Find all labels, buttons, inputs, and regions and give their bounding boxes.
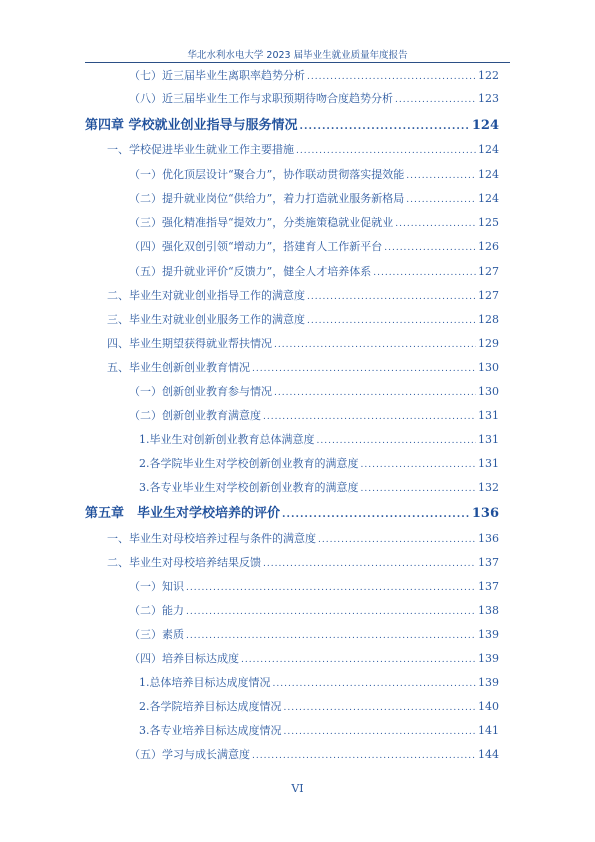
toc-entry-label: （二）能力 [129, 604, 184, 617]
toc-entry-page: 124 [478, 192, 499, 205]
toc-entry[interactable] [129, 746, 499, 762]
toc-entry-page: 136 [478, 532, 499, 545]
toc-entry[interactable] [129, 90, 499, 106]
toc-entry-label: （三）素质 [129, 628, 184, 641]
toc-entry[interactable] [107, 141, 499, 157]
toc-entry-label: （五）学习与成长满意度 [129, 748, 250, 761]
toc-leader-dots [318, 535, 476, 545]
toc-leader-dots [307, 72, 476, 82]
toc-entry-label: （二）创新创业教育满意度 [129, 409, 261, 422]
toc-entry-page: 140 [478, 700, 499, 713]
page-header: 华北水利水电大学 2023 届毕业生就业质量年度报告 [187, 50, 408, 61]
toc-entry-label: 一、学校促进毕业生就业工作主要措施 [107, 143, 294, 156]
toc-leader-dots [361, 484, 477, 494]
toc-entry-page: 122 [478, 69, 499, 82]
toc-leader-dots [186, 631, 476, 641]
toc-leader-dots [263, 559, 476, 569]
toc-entry[interactable] [107, 311, 499, 327]
toc-entry[interactable] [139, 479, 499, 495]
toc-entry-page: 130 [478, 385, 499, 398]
header-divider [85, 62, 510, 63]
toc-entry-page: 131 [478, 457, 499, 470]
toc-entry-page: 144 [478, 748, 499, 761]
toc-entry[interactable] [129, 263, 499, 279]
toc-entry[interactable] [129, 578, 499, 594]
toc-entry-page: 126 [478, 240, 499, 253]
toc-entry-page: 130 [478, 361, 499, 374]
toc-leader-dots [317, 436, 477, 446]
toc-entry[interactable] [139, 431, 499, 447]
toc-entry-label: 1.毕业生对创新创业教育总体满意度 [139, 433, 315, 446]
toc-entry-label: 一、毕业生对母校培养过程与条件的满意度 [107, 532, 316, 545]
toc-entry[interactable] [139, 698, 499, 714]
toc-entry[interactable] [129, 602, 499, 618]
toc-chapter-entry[interactable] [85, 502, 499, 521]
toc-entry[interactable] [129, 190, 499, 206]
toc-leader-dots [252, 364, 476, 374]
toc-entry-page: 141 [478, 724, 499, 737]
toc-entry[interactable] [107, 335, 499, 351]
toc-leader-dots [307, 316, 476, 326]
toc-entry-page: 124 [478, 168, 499, 181]
toc-leader-dots [395, 219, 476, 229]
toc-entry[interactable] [129, 214, 499, 230]
toc-entry[interactable] [129, 407, 499, 423]
toc-entry[interactable] [129, 67, 499, 83]
toc-entry-label: 四、毕业生期望获得就业帮扶情况 [107, 337, 272, 350]
toc-leader-dots [406, 195, 476, 205]
toc-leader-dots [307, 292, 476, 302]
toc-entry-label: （八）近三届毕业生工作与求职预期待吻合度趋势分析 [129, 92, 393, 105]
toc-entry-label: 2.各学院培养目标达成度情况 [139, 700, 282, 713]
toc-entry[interactable] [129, 383, 499, 399]
toc-entry-label: 二、毕业生对就业创业指导工作的满意度 [107, 289, 305, 302]
toc-leader-dots [282, 509, 470, 520]
toc-entry-page: 124 [478, 143, 499, 156]
toc-leader-dots [296, 146, 476, 156]
toc-entry-page: 139 [478, 652, 499, 665]
toc-leader-dots [300, 121, 470, 132]
toc-entry-label: 第五章 毕业生对学校培养的评价 [85, 506, 281, 521]
toc-leader-dots [186, 583, 476, 593]
toc-entry-page: 127 [478, 289, 499, 302]
toc-entry-label: 3.各专业培养目标达成度情况 [139, 724, 282, 737]
toc-leader-dots [373, 268, 476, 278]
toc-entry-label: （一）创新创业教育参与情况 [129, 385, 272, 398]
toc-entry-label: （五）提升就业评价“反馈力”，健全人才培养体系 [129, 265, 372, 278]
toc-leader-dots [252, 751, 476, 761]
toc-entry-page: 132 [478, 481, 499, 494]
toc-leader-dots [284, 727, 477, 737]
toc-entry-label: 3.各专业毕业生对学校创新创业教育的满意度 [139, 481, 359, 494]
toc-entry[interactable] [129, 650, 499, 666]
toc-entry-label: 二、毕业生对母校培养结果反馈 [107, 556, 261, 569]
toc-entry-label: （一）优化顶层设计“聚合力”，协作联动贯彻落实提效能 [129, 168, 405, 181]
toc-chapter-entry[interactable] [85, 114, 499, 133]
toc-entry-label: （二）提升就业岗位“供给力”，着力打造就业服务新格局 [129, 192, 405, 205]
toc-entry-label: 1.总体培养目标达成度情况 [139, 676, 271, 689]
toc-entry-page: 139 [478, 628, 499, 641]
toc-entry[interactable] [107, 530, 499, 546]
toc-entry-label: （三）强化精准指导“提效力”，分类施策稳就业促就业 [129, 216, 394, 229]
toc-leader-dots [284, 703, 477, 713]
toc-leader-dots [384, 243, 476, 253]
toc-leader-dots [395, 95, 476, 105]
toc-leader-dots [241, 655, 476, 665]
page-number: VI [291, 782, 304, 795]
toc-entry-label: （一）知识 [129, 580, 184, 593]
toc-entry-label: 2.各学院毕业生对学校创新创业教育的满意度 [139, 457, 359, 470]
toc-entry-page: 139 [478, 676, 499, 689]
toc-entry-page: 131 [478, 433, 499, 446]
toc-entry-page: 124 [471, 118, 499, 133]
toc-entry-page: 137 [478, 580, 499, 593]
toc-entry-label: （七）近三届毕业生离职率趋势分析 [129, 69, 305, 82]
toc-entry-page: 127 [478, 265, 499, 278]
toc-entry-page: 138 [478, 604, 499, 617]
toc-leader-dots [273, 679, 477, 689]
toc-entry[interactable] [139, 722, 499, 738]
toc-entry-page: 128 [478, 313, 499, 326]
toc-entry[interactable] [139, 674, 499, 690]
toc-leader-dots [406, 171, 476, 181]
toc-entry[interactable] [107, 287, 499, 303]
toc-entry-label: 五、毕业生创新创业教育情况 [107, 361, 250, 374]
toc-entry[interactable] [107, 359, 499, 375]
toc-entry-label: （四）培养目标达成度 [129, 652, 239, 665]
toc-entry-page: 123 [478, 92, 499, 105]
toc-entry-page: 131 [478, 409, 499, 422]
toc-leader-dots [186, 607, 476, 617]
toc-entry-label: 第四章 学校就业创业指导与服务情况 [85, 118, 298, 133]
toc-entry[interactable] [129, 238, 499, 254]
toc-entry-page: 136 [471, 506, 499, 521]
toc-entry[interactable] [107, 554, 499, 570]
toc-leader-dots [361, 460, 477, 470]
toc-entry[interactable] [129, 166, 499, 182]
toc-leader-dots [274, 388, 476, 398]
toc-entry[interactable] [129, 626, 499, 642]
toc-entry[interactable] [139, 455, 499, 471]
toc-entry-label: （四）强化双创引领“增动力”，搭建育人工作新平台 [129, 240, 383, 253]
toc-entry-page: 125 [478, 216, 499, 229]
toc-leader-dots [263, 412, 476, 422]
toc-entry-page: 137 [478, 556, 499, 569]
toc-entry-label: 三、毕业生对就业创业服务工作的满意度 [107, 313, 305, 326]
toc-entry-page: 129 [478, 337, 499, 350]
toc-leader-dots [274, 340, 476, 350]
